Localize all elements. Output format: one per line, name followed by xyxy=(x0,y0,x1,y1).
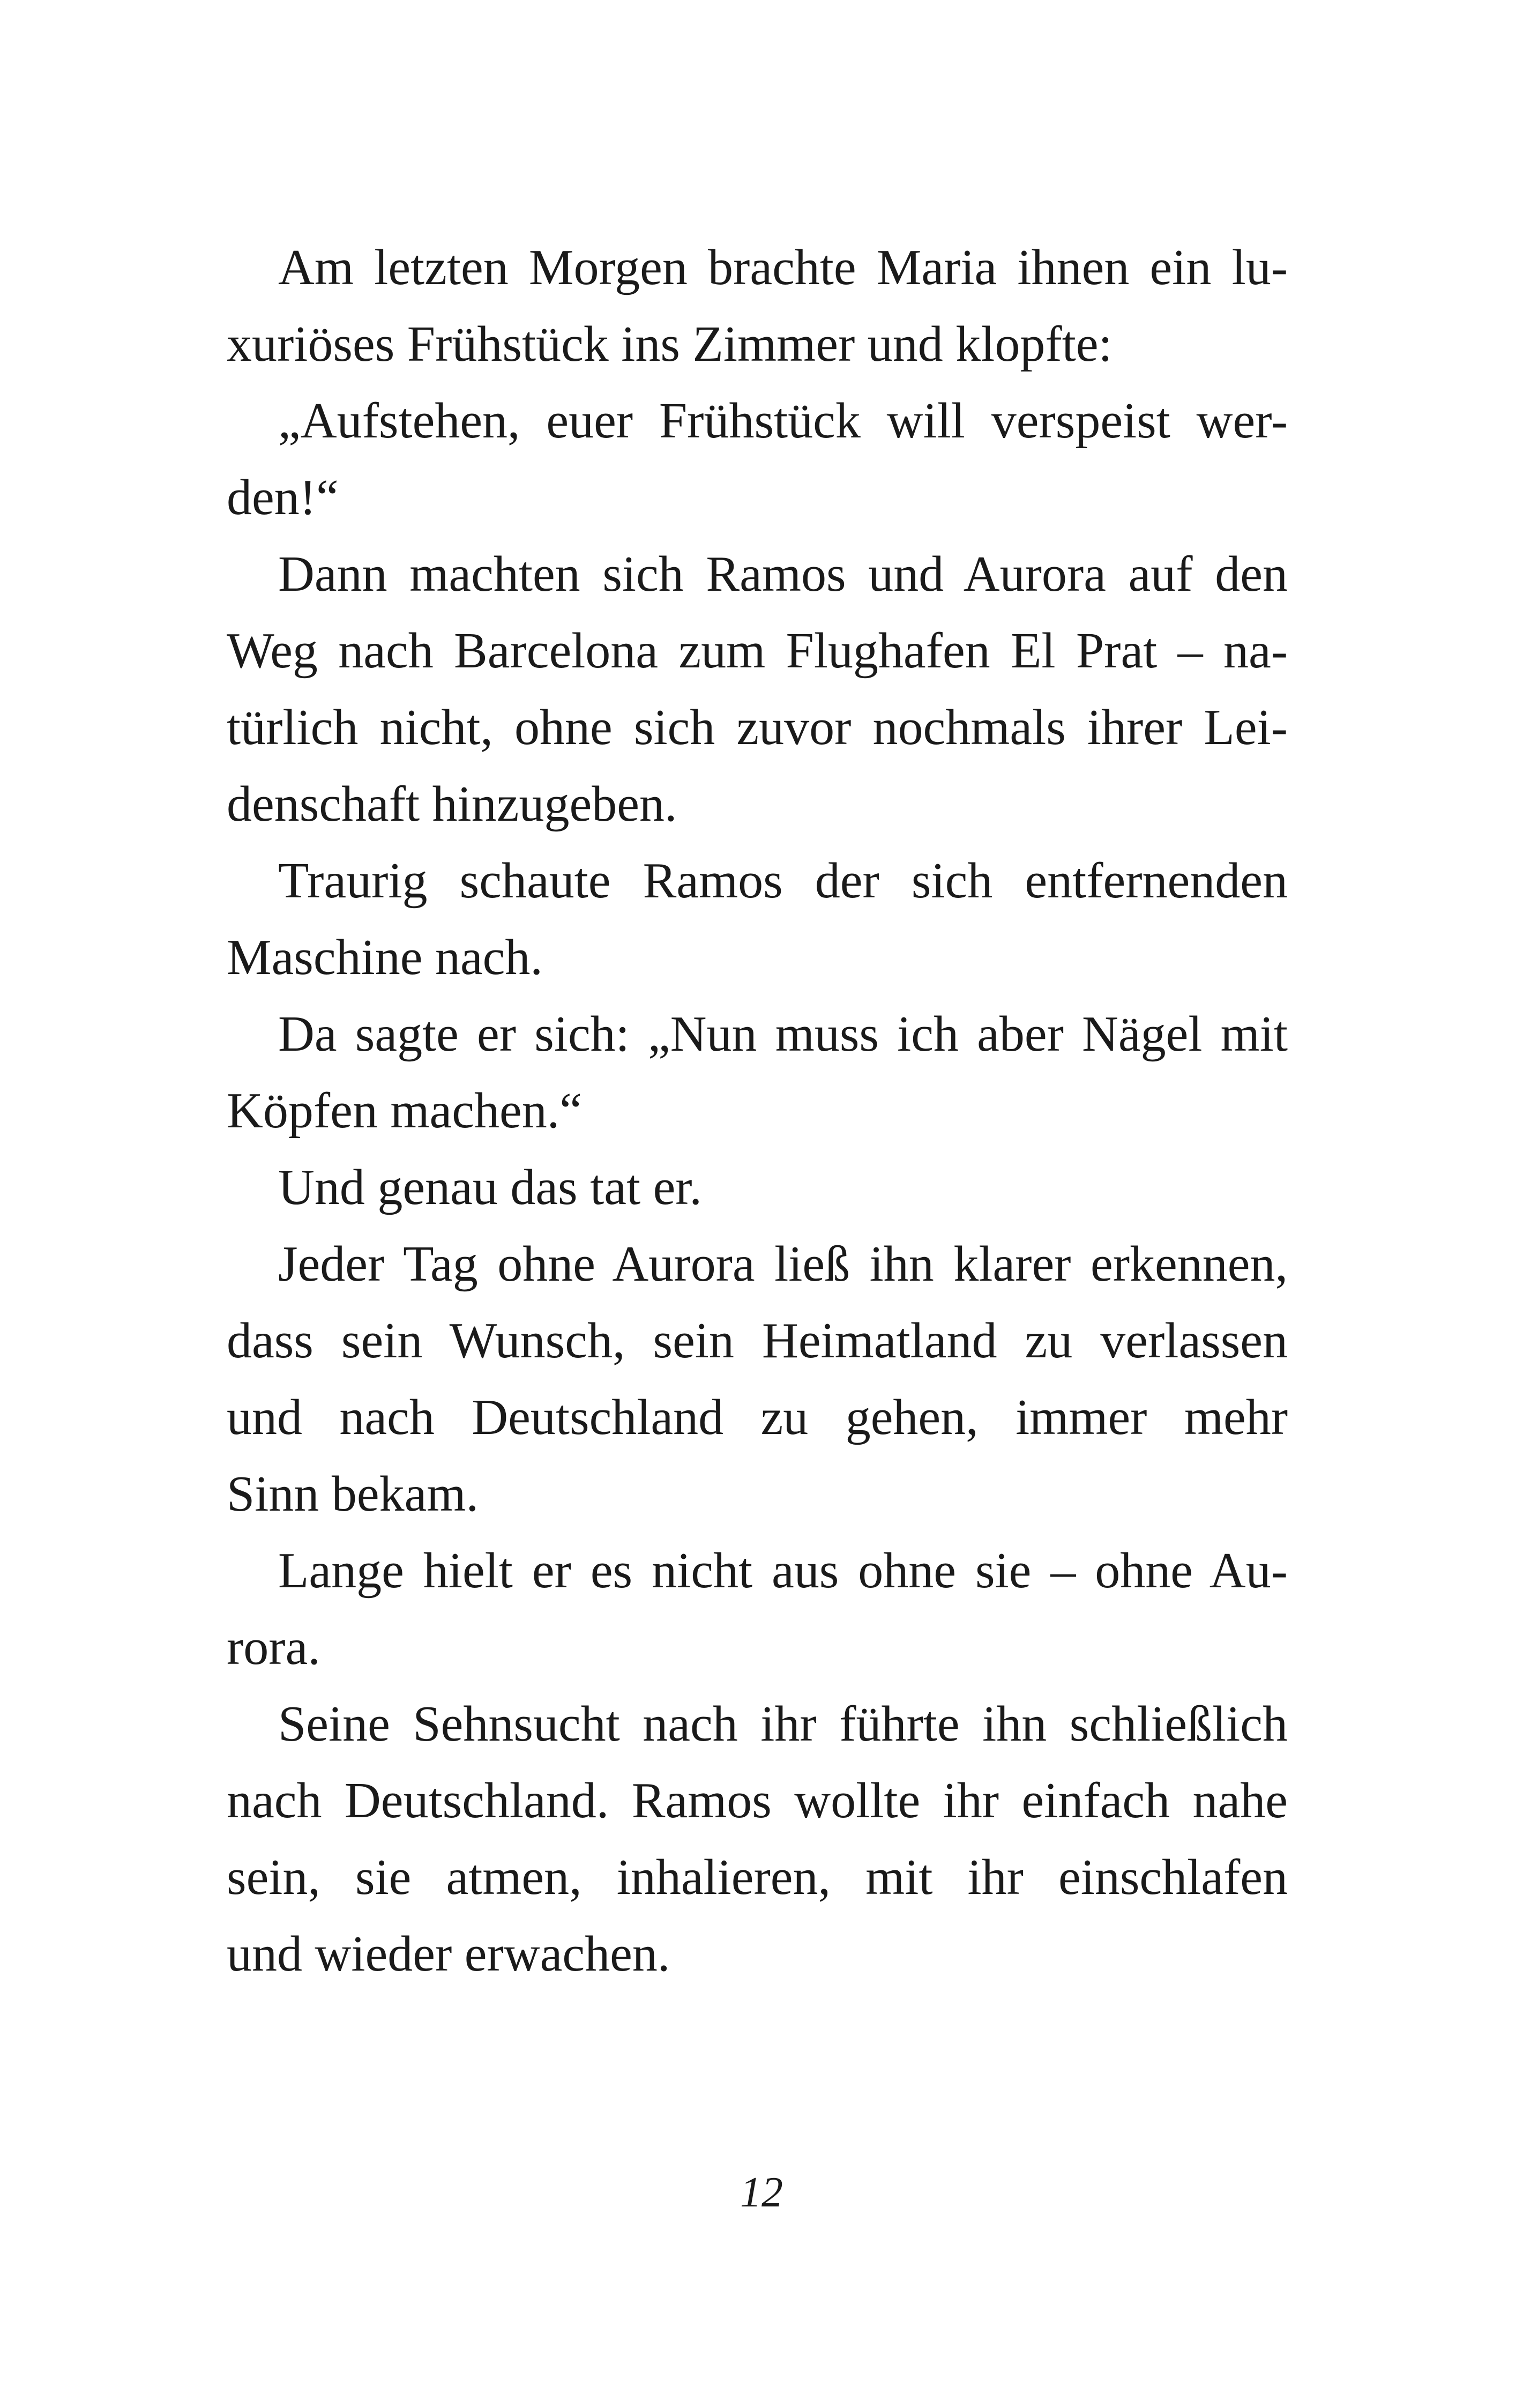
paragraph xyxy=(227,996,1288,1149)
text-line: Da sagte er sich: „Nun muss ich aber Nägel mit xyxy=(278,1006,1288,1062)
paragraph xyxy=(227,536,1288,843)
text-line: denschaft hinzugeben. xyxy=(227,776,677,832)
text-line: Maschine nach. xyxy=(227,930,543,985)
text-line: und wieder erwachen. xyxy=(227,1926,670,1982)
text-line: „Aufstehen, euer Frühstück will verspeist wer- xyxy=(278,393,1288,449)
text-line: nach Deutschland. Ramos wollte ihr einfach nahe xyxy=(227,1773,1288,1829)
text-line: türlich nicht, ohne sich zuvor nochmals ihrer Lei- xyxy=(227,700,1288,755)
text-line: Und genau das tat er. xyxy=(278,1160,702,1215)
body-text xyxy=(227,229,1288,1993)
text-line: sein, sie atmen, inhalieren, mit ihr einschlafen xyxy=(227,1849,1288,1905)
text-line: xuriöses Frühstück ins Zimmer und klopfte: xyxy=(227,316,1113,372)
text-line: rora. xyxy=(227,1619,320,1675)
text-line: Traurig schaute Ramos der sich entfernenden xyxy=(278,853,1288,909)
paragraph xyxy=(227,1149,1288,1226)
text-line: den!“ xyxy=(227,470,339,525)
text-line: Am letzten Morgen brachte Maria ihnen ein lu- xyxy=(278,240,1288,295)
paragraph xyxy=(227,383,1288,536)
paragraph xyxy=(227,229,1288,383)
text-line: Seine Sehnsucht nach ihr führte ihn schließlich xyxy=(278,1696,1288,1752)
paragraph xyxy=(227,1686,1288,1993)
text-line: Weg nach Barcelona zum Flughafen El Prat – na- xyxy=(227,623,1288,679)
paragraph xyxy=(227,843,1288,996)
text-line: Sinn bekam. xyxy=(227,1466,479,1522)
text-line: Köpfen machen.“ xyxy=(227,1083,582,1139)
text-line: Jeder Tag ohne Aurora ließ ihn klarer erkennen, xyxy=(278,1236,1288,1292)
text-line: Dann machten sich Ramos und Aurora auf den xyxy=(278,546,1288,602)
text-line: und nach Deutschland zu gehen, immer mehr xyxy=(227,1389,1288,1445)
paragraph xyxy=(227,1533,1288,1686)
text-line: dass sein Wunsch, sein Heimatland zu verlassen xyxy=(227,1313,1288,1369)
paragraph xyxy=(227,1226,1288,1533)
text-line: Lange hielt er es nicht aus ohne sie – ohne Au- xyxy=(278,1543,1288,1599)
page-number: 12 xyxy=(740,2169,783,2216)
